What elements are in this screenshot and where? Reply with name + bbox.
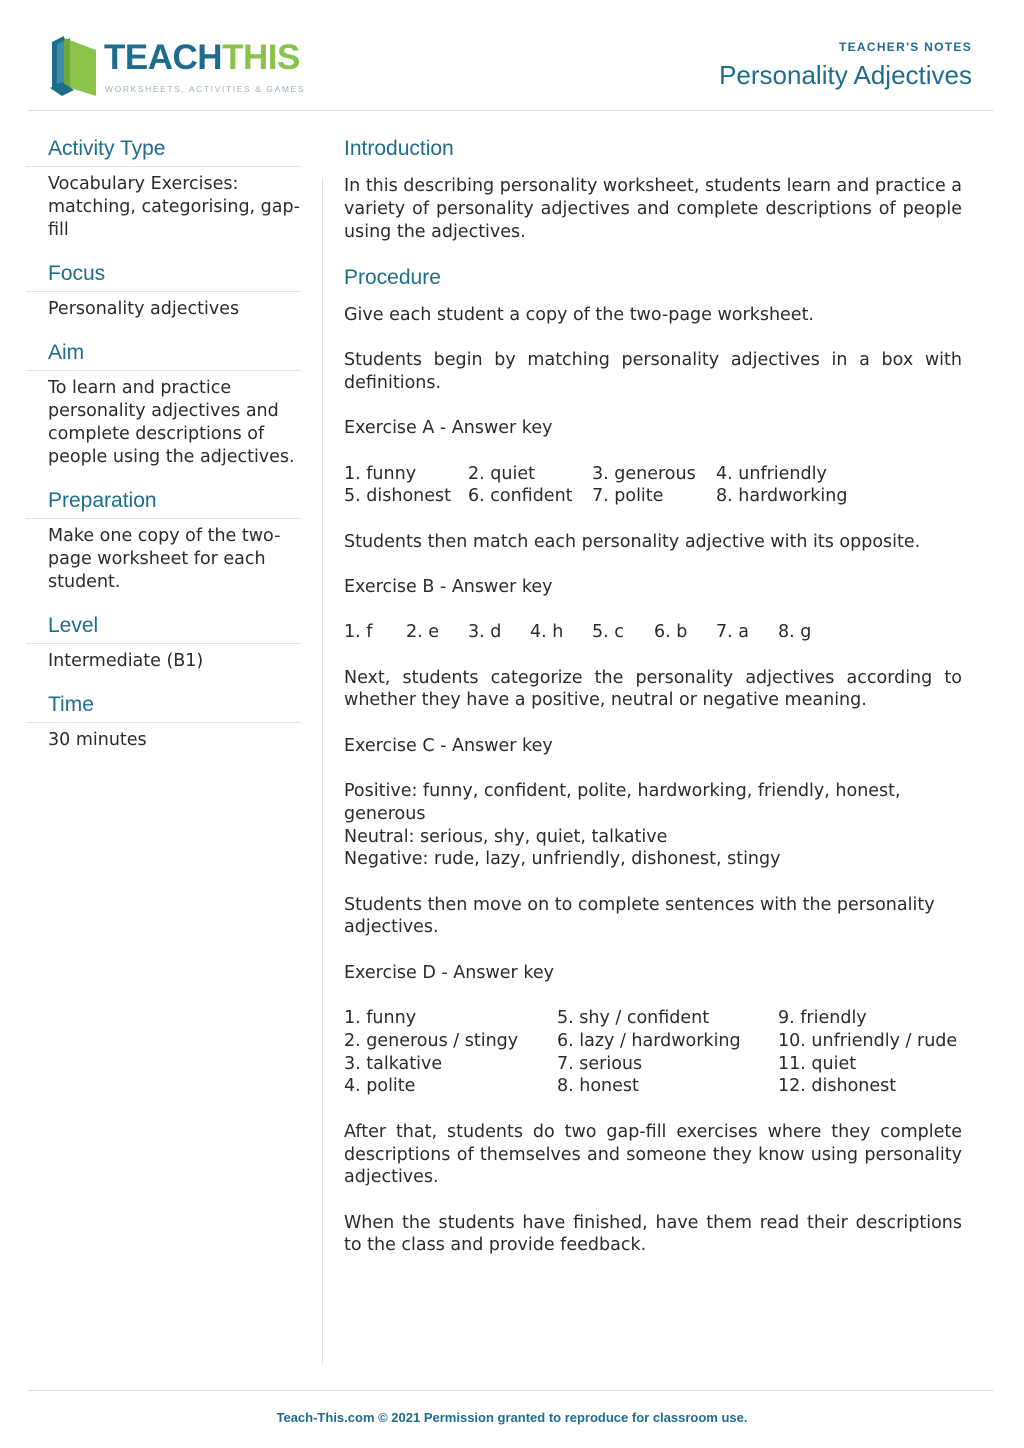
answer-item: 5. dishonest	[344, 486, 451, 507]
procedure-paragraph: When the students have finished, have them read their descriptions to the class and provide feedback.	[344, 1212, 962, 1256]
answer-item: 5. shy / confident	[557, 1008, 710, 1029]
procedure-paragraph: Students then match each personality adjective with its opposite.	[344, 531, 921, 552]
logo-tagline: WORKSHEETS, ACTIVITIES & GAMES	[105, 84, 306, 94]
negative-answers: Negative: rude, lazy, unfriendly, dishonest, stingy	[344, 849, 781, 870]
answer-item: 3. talkative	[344, 1053, 443, 1074]
logo-word-this: THIS	[222, 38, 300, 77]
answer-item: 6. confident	[468, 486, 573, 507]
answer-item: 4. h	[530, 622, 564, 643]
answer-item: 4. polite	[344, 1076, 416, 1097]
introduction-heading: Introduction	[344, 137, 454, 160]
answer-item: 8. hardworking	[716, 486, 848, 507]
book-icon	[48, 34, 100, 96]
teachers-notes-label: TEACHER'S NOTES	[838, 40, 972, 54]
logo-word-teach: TEACH	[104, 38, 223, 77]
level-heading: Level	[26, 614, 301, 644]
answer-item: 1. funny	[344, 1008, 417, 1029]
teach-this-logo	[48, 34, 308, 96]
answer-item: 9. friendly	[778, 1008, 867, 1029]
activity-type-heading: Activity Type	[26, 137, 301, 167]
answer-item: 4. unfriendly	[716, 463, 827, 484]
footer-copyright: Teach-This.com © 2021 Permission granted to reproduce for classroom use.	[276, 1410, 748, 1425]
answer-item: 2. generous / stingy	[344, 1030, 519, 1051]
preparation-heading: Preparation	[26, 489, 301, 519]
time-heading: Time	[26, 693, 301, 723]
exercise-d-answers	[344, 1007, 962, 1098]
page-title: Personality Adjectives	[719, 60, 972, 90]
answer-item: 11. quiet	[778, 1053, 857, 1074]
answer-item: 6. lazy / hardworking	[557, 1030, 741, 1051]
sidebar	[26, 137, 301, 772]
exercise-c-label: Exercise C - Answer key	[344, 735, 553, 756]
procedure-paragraph: Next, students categorize the personality adjectives according to whether they have a positive, neutral or negative meaning.	[344, 667, 962, 711]
answer-item: 1. f	[344, 622, 373, 643]
page-header	[719, 40, 972, 91]
neutral-answers: Neutral: serious, shy, quiet, talkative	[344, 826, 668, 847]
answer-item: 12. dishonest	[778, 1076, 897, 1097]
answer-item: 1. funny	[344, 463, 417, 484]
column-divider	[322, 178, 323, 1364]
positive-answers: Positive: funny, confident, polite, hardworking, friendly, honest, generous	[344, 780, 901, 824]
answer-item: 3. generous	[592, 463, 696, 484]
introduction-text: In this describing personality worksheet, students learn and practice a variety of personality adjectives and complete descriptions of people using the adjectives.	[344, 176, 963, 242]
level-text: Intermediate (B1)	[48, 651, 204, 671]
exercise-a-answers	[344, 463, 962, 509]
focus-text: Personality adjectives	[48, 299, 240, 319]
header-divider	[28, 110, 994, 111]
procedure-paragraph: Give each student a copy of the two-page worksheet.	[344, 304, 814, 325]
exercise-c-answers	[344, 780, 962, 871]
footer-divider	[28, 1390, 994, 1391]
answer-item: 6. b	[654, 622, 688, 643]
preparation-text: Make one copy of the two-page worksheet for each student.	[48, 526, 281, 592]
answer-item: 8. g	[778, 622, 812, 643]
procedure-heading: Procedure	[344, 265, 441, 289]
exercise-b-answers	[344, 621, 962, 644]
level-section	[26, 614, 301, 673]
procedure-paragraph: Students then move on to complete sentences with the personality adjectives.	[344, 894, 935, 938]
answer-item: 8. honest	[557, 1076, 639, 1097]
answer-item: 2. quiet	[468, 463, 535, 484]
preparation-section	[26, 489, 301, 594]
focus-heading: Focus	[26, 262, 301, 292]
exercise-d-label: Exercise D - Answer key	[344, 962, 554, 983]
main-content	[344, 137, 962, 1280]
exercise-b-label: Exercise B - Answer key	[344, 576, 553, 597]
answer-item: 10. unfriendly / rude	[778, 1030, 958, 1051]
aim-text: To learn and practice personality adjectives and complete descriptions of people using the adjectives.	[48, 378, 295, 467]
procedure-paragraph: After that, students do two gap-fill exercises where they complete descriptions of themselves and someone they know using personality adjectives.	[344, 1121, 962, 1188]
answer-item: 7. a	[716, 622, 749, 643]
procedure-paragraph: Students begin by matching personality adjectives in a box with definitions.	[344, 350, 962, 393]
answer-item: 3. d	[468, 622, 502, 643]
answer-item: 7. polite	[592, 486, 664, 507]
aim-section	[26, 341, 301, 469]
focus-section	[26, 262, 301, 321]
activity-type-text: Vocabulary Exercises: matching, categorising, gap-fill	[48, 174, 300, 240]
answer-item: 7. serious	[557, 1053, 643, 1074]
time-text: 30 minutes	[48, 730, 147, 750]
answer-item: 5. c	[592, 622, 624, 643]
answer-item: 2. e	[406, 622, 440, 643]
time-section	[26, 693, 301, 752]
aim-heading: Aim	[26, 341, 301, 371]
activity-type-section	[26, 137, 301, 242]
exercise-a-label: Exercise A - Answer key	[344, 418, 553, 439]
